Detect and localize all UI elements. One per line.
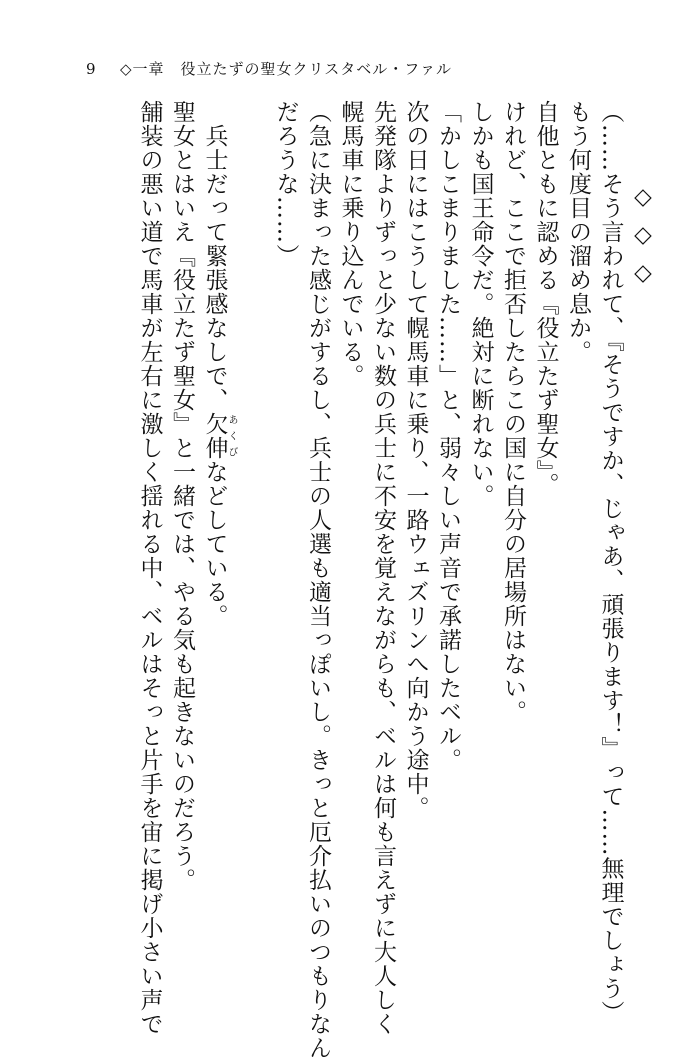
ruby-reading: あくび — [226, 412, 237, 460]
chapter-title: ◇一章 役立たずの聖女クリスタベル・ファル — [120, 60, 452, 78]
ruby-line-before: 兵士だって緊張感なしで、 — [201, 100, 228, 412]
text-line-3: 自他ともに認める『役立たず聖女』。 — [532, 100, 559, 497]
text-line-9: 幌馬車に乗り込んでいる。 — [337, 100, 364, 388]
text-line-6: 「かしこまりました……」と、弱々しい声音で承諾したベル。 — [435, 100, 461, 772]
blank-line — [237, 100, 270, 980]
ruby-line-after: などしている。 — [201, 460, 228, 628]
text-line-5: しかも国王命令だ。絶対に断れない。 — [467, 100, 494, 508]
text-line-8: 先発隊よりずっと少ない数の兵士に不安を覚えながらも、ベルは何も言えずに大人しく — [370, 100, 396, 1036]
page-number: 9 — [86, 60, 97, 78]
text-line-4: けれど、ここで拒否したらこの国に自分の居場所はない。 — [500, 100, 526, 724]
text-line-10: （急に決まった感じがするし、兵士の人選も適当っぽいし。きっと厄介払いのつもりなん — [305, 100, 331, 1060]
text-line-7: 次の日にはこうして幌馬車に乗り、一路ウェズリンへ向かう途中。 — [402, 100, 429, 820]
text-line-ruby — [198, 100, 237, 980]
text-line-1: （……そう言われて、『そうですか、じゃあ、頑張ります！』って……無理でしょう） — [597, 100, 624, 1025]
ruby-word — [201, 412, 237, 460]
text-line-13: 聖女とはいえ『役立たず聖女』と一緒では、やる気も起きないのだろう。 — [169, 100, 195, 892]
running-header — [86, 58, 452, 79]
section-separator: ◇◇◇ — [630, 184, 656, 298]
text-line-14: 舗装の悪い道で馬車が左右に激しく揺れる中、ベルはそっと片手を宙に掲げ小さい声で — [136, 100, 163, 1036]
vertical-text-body — [133, 100, 659, 1060]
text-line-2: もう何度目の溜め息か。 — [565, 100, 591, 364]
ruby-base: 欠伸 — [201, 412, 228, 460]
text-line-11: だろうな……） — [272, 100, 299, 268]
